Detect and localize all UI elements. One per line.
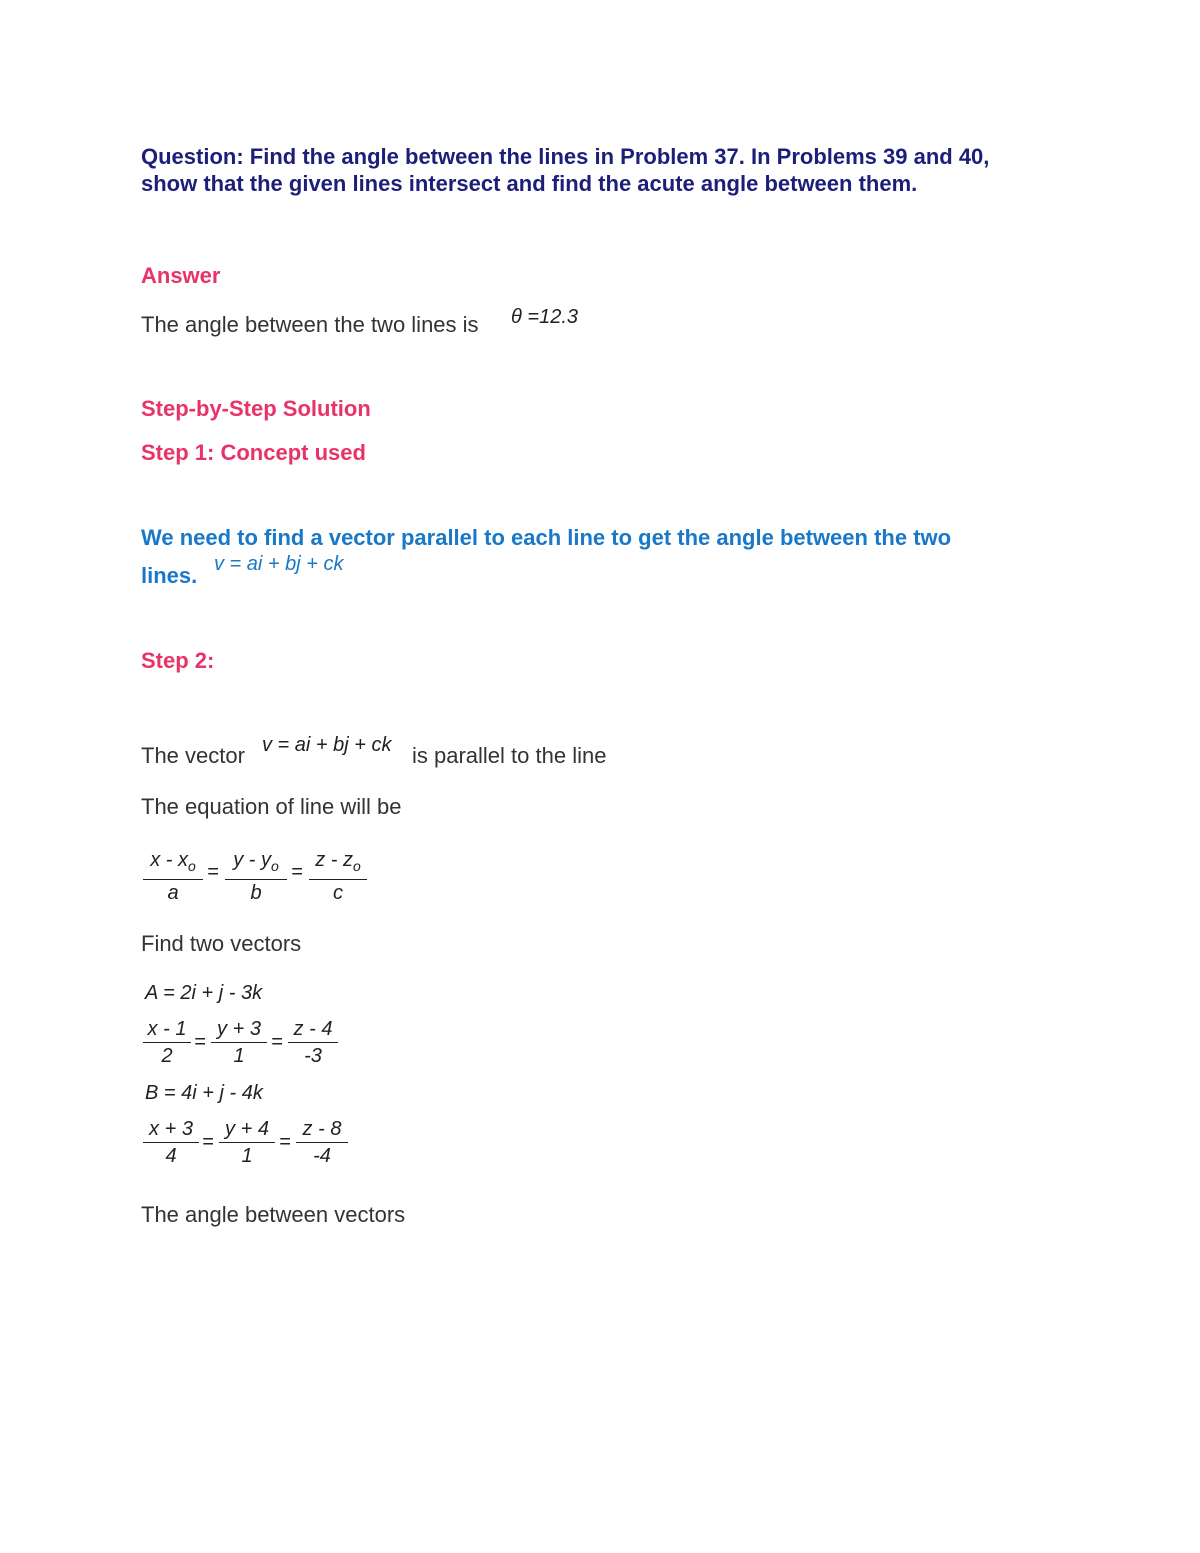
- question-line-2: show that the given lines intersect and find the acute angle between them.: [141, 171, 918, 196]
- fraction-a-x-denominator: 2: [161, 1045, 173, 1067]
- equals-sign: =: [271, 1031, 283, 1053]
- equals-sign: =: [202, 1131, 214, 1153]
- step1-line-2: lines.: [141, 563, 198, 588]
- answer-text: The angle between the two lines is: [141, 312, 479, 337]
- fraction-b-x: [143, 1116, 199, 1169]
- fraction-z-numerator: z - $z_o$: [309, 847, 367, 880]
- equals-sign: =: [194, 1031, 206, 1053]
- answer-formula: θ =12.3: [511, 306, 579, 328]
- fraction-a-x-numerator: x - 1: [143, 1016, 191, 1043]
- fraction-b-z-numerator: z - 8: [296, 1116, 348, 1143]
- fraction-y-denominator: b: [250, 882, 262, 904]
- answer-heading: Answer: [141, 263, 221, 288]
- equals-sign: =: [207, 861, 219, 883]
- step2-heading: Step 2:: [141, 648, 215, 673]
- equals-sign: =: [279, 1131, 291, 1153]
- step1-heading: Step 1: Concept used: [141, 440, 366, 465]
- find-vectors-text: Find two vectors: [141, 931, 302, 956]
- vector-a: A = 2i + j - 3k: [145, 982, 263, 1004]
- question-line-1: Question: Find the angle between the lines in Problem 37. In Problems 39 and 40,: [141, 144, 990, 169]
- vector-b: B = 4i + j - 4k: [145, 1082, 263, 1104]
- vector-text-post: is parallel to the line: [412, 743, 607, 768]
- step1-formula: v = ai + bj + ck: [214, 553, 344, 575]
- fraction-a-z: [288, 1016, 338, 1069]
- solution-heading: Step-by-Step Solution: [141, 396, 371, 421]
- fraction-a-y-numerator: y + 3: [211, 1016, 267, 1043]
- fraction-b-y-denominator: 1: [241, 1145, 253, 1167]
- fraction-y-numerator: y - $y_o$: [225, 847, 287, 880]
- fraction-x: [143, 847, 203, 906]
- fraction-b-z: [296, 1116, 348, 1169]
- fraction-x-numerator: x - $x_o$: [143, 847, 203, 880]
- fraction-a-z-numerator: z - 4: [288, 1016, 338, 1043]
- fraction-a-y: [211, 1016, 267, 1069]
- fraction-z-denominator: c: [333, 882, 343, 904]
- fraction-z: [309, 847, 367, 906]
- fraction-a-y-denominator: 1: [233, 1045, 245, 1067]
- vector-formula: v = ai + bj + ck: [262, 734, 392, 756]
- fraction-b-y: [219, 1116, 275, 1169]
- fraction-y: [225, 847, 287, 906]
- fraction-x-denominator: a: [167, 882, 179, 904]
- fraction-b-y-numerator: y + 4: [219, 1116, 275, 1143]
- fraction-a-x: [143, 1016, 191, 1069]
- fraction-a-z-denominator: -3: [304, 1045, 322, 1067]
- angle-between-text: The angle between vectors: [141, 1202, 406, 1227]
- vector-text-pre: The vector: [141, 743, 245, 768]
- equation-text: The equation of line will be: [141, 794, 402, 819]
- step1-line-1: We need to find a vector parallel to each line to get the angle between the two: [141, 525, 952, 550]
- fraction-b-z-denominator: -4: [313, 1145, 331, 1167]
- equals-sign: =: [291, 861, 303, 883]
- fraction-b-x-numerator: x + 3: [143, 1116, 199, 1143]
- fraction-b-x-denominator: 4: [165, 1145, 177, 1167]
